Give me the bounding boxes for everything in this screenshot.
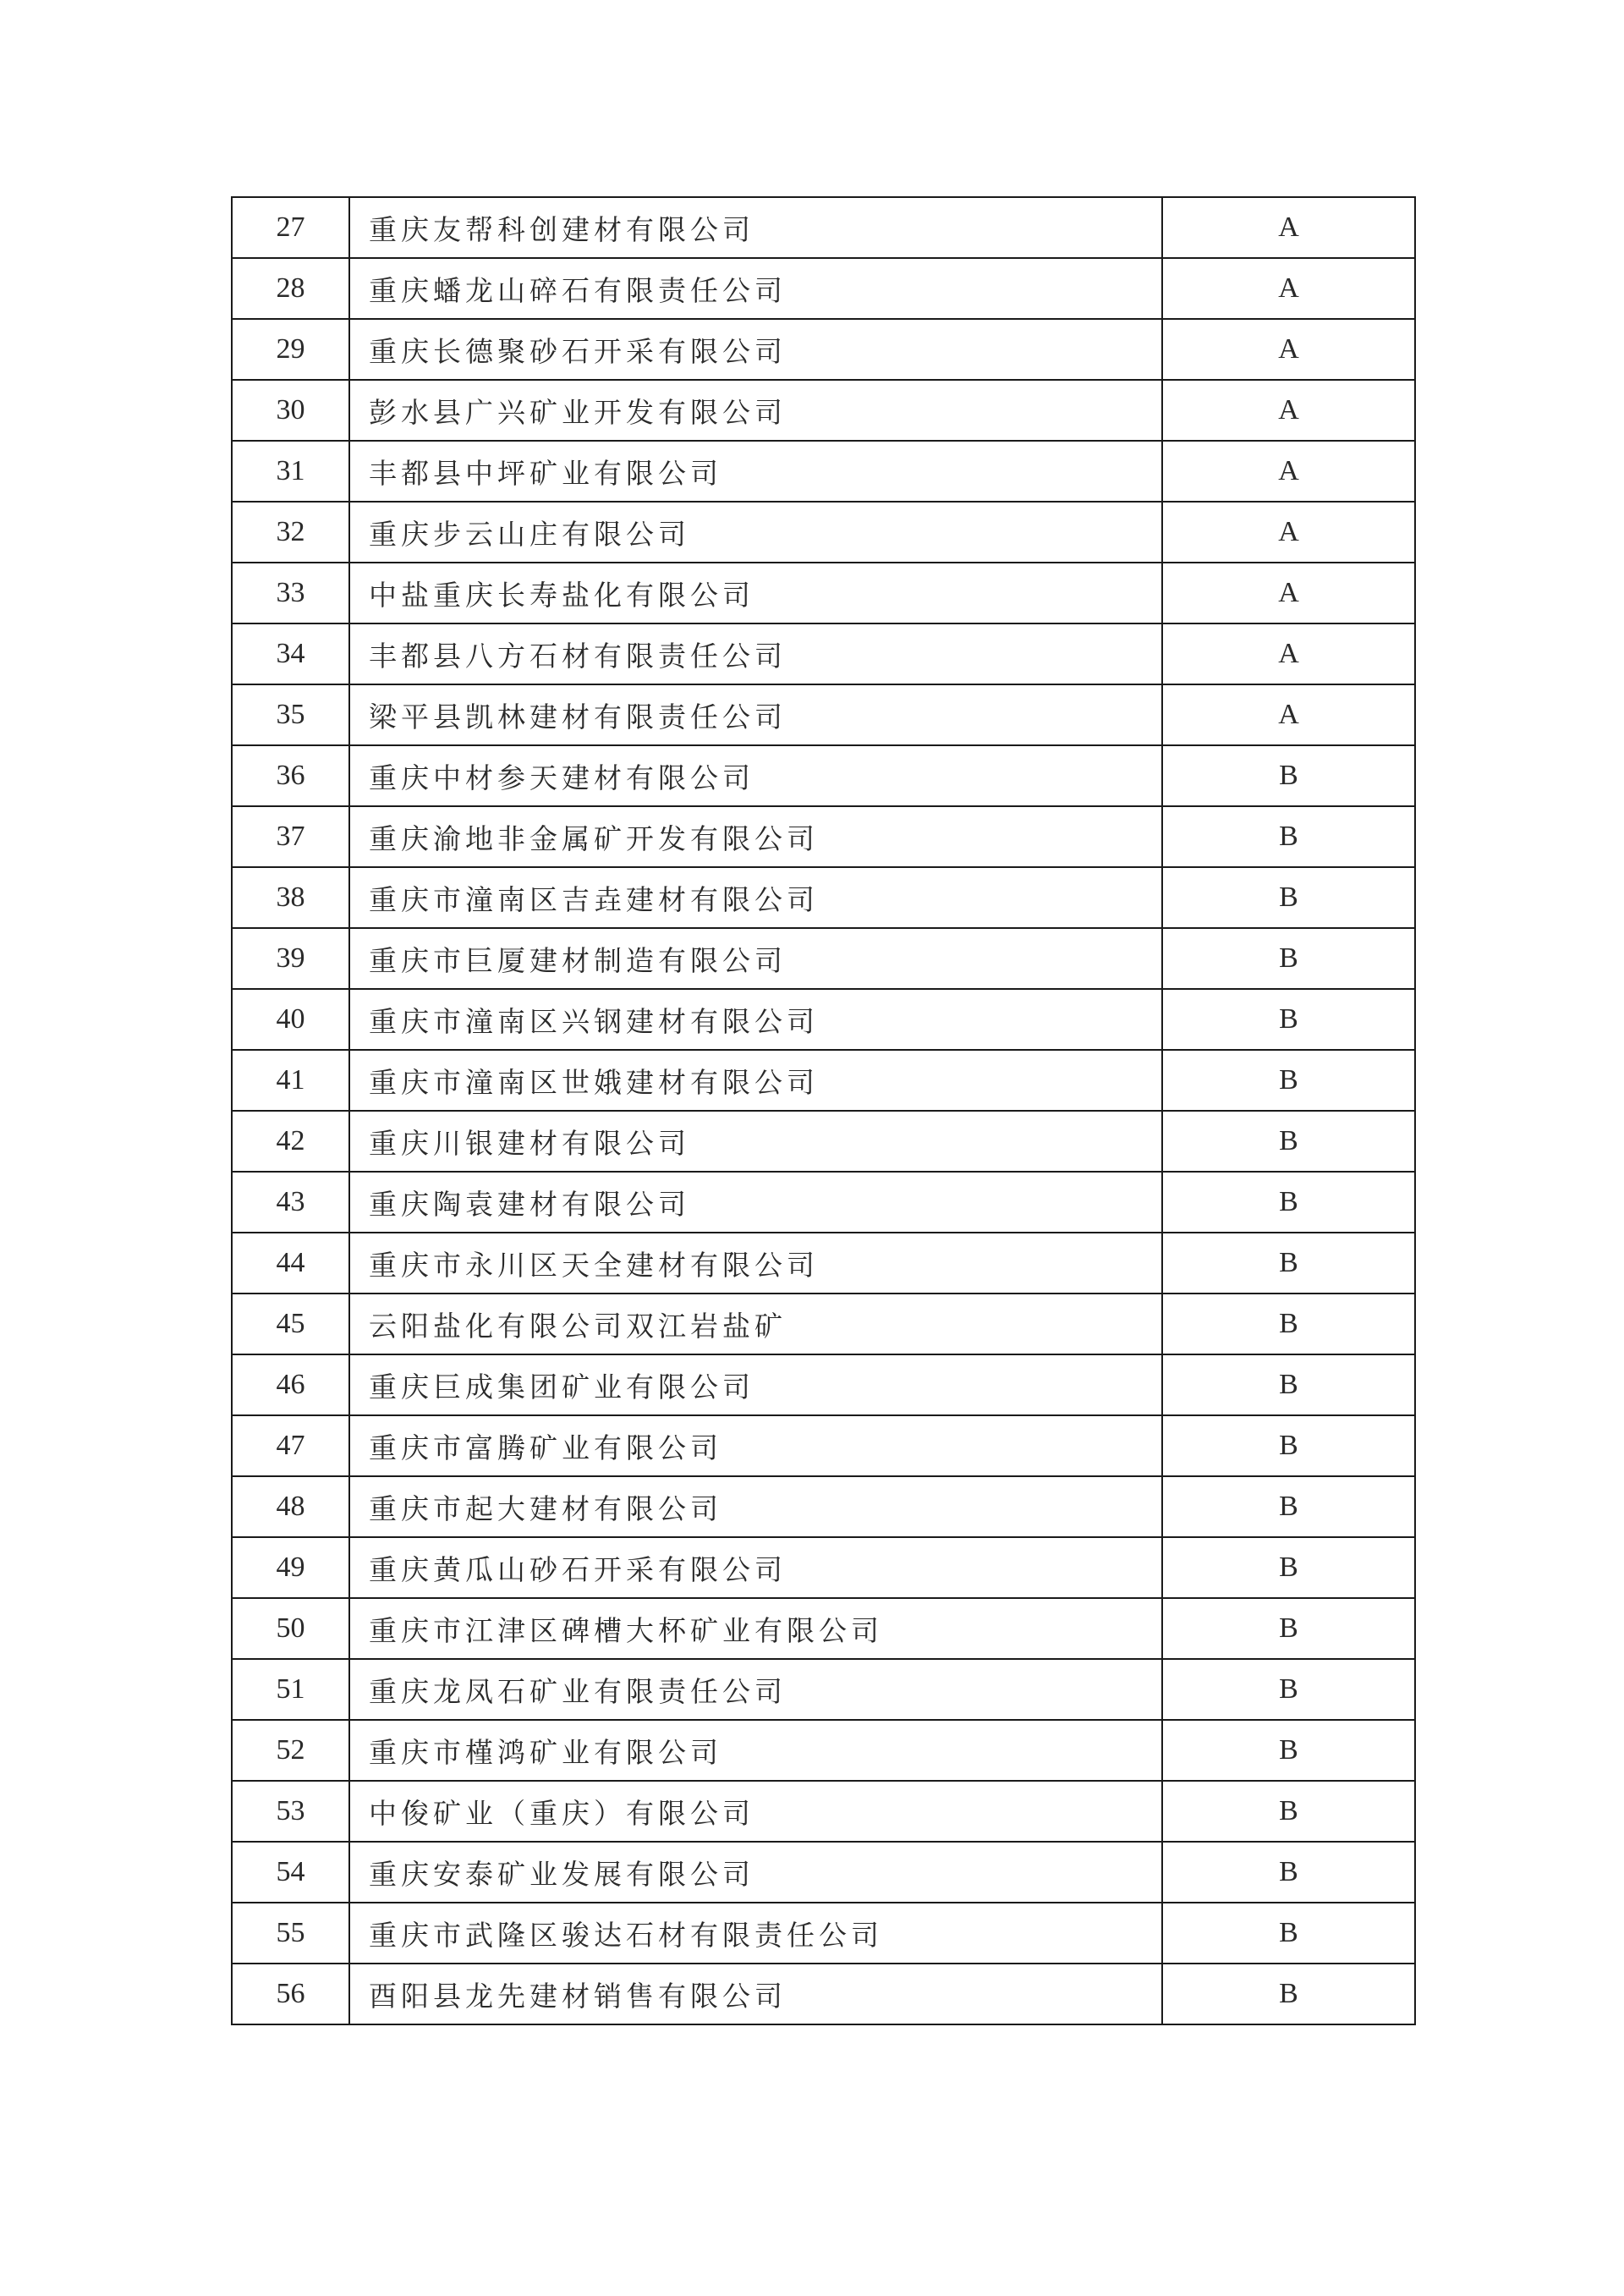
row-number: 31 [232, 441, 349, 502]
rating-grade: A [1162, 380, 1415, 441]
company-name: 重庆安泰矿业发展有限公司 [349, 1842, 1162, 1903]
rating-grade: B [1162, 1233, 1415, 1294]
row-number: 36 [232, 745, 349, 806]
row-number: 52 [232, 1720, 349, 1781]
rating-grade: B [1162, 1903, 1415, 1964]
row-number: 51 [232, 1659, 349, 1720]
company-name: 重庆中材参天建材有限公司 [349, 745, 1162, 806]
table-row [232, 1842, 1415, 1903]
company-name: 重庆友帮科创建材有限公司 [349, 197, 1162, 258]
company-name: 云阳盐化有限公司双江岩盐矿 [349, 1294, 1162, 1354]
table-row [232, 806, 1415, 867]
company-name: 重庆陶袁建材有限公司 [349, 1172, 1162, 1233]
table-row [232, 1294, 1415, 1354]
company-name: 重庆市武隆区骏达石材有限责任公司 [349, 1903, 1162, 1964]
rating-grade: B [1162, 867, 1415, 928]
table-row [232, 1598, 1415, 1659]
rating-grade: B [1162, 1659, 1415, 1720]
company-rating-table [231, 196, 1416, 2025]
row-number: 32 [232, 502, 349, 563]
rating-grade: B [1162, 1294, 1415, 1354]
table-row [232, 563, 1415, 623]
company-name: 酉阳县龙先建材销售有限公司 [349, 1964, 1162, 2024]
table-row [232, 502, 1415, 563]
company-name: 重庆川银建材有限公司 [349, 1111, 1162, 1172]
company-name: 重庆市槿鸿矿业有限公司 [349, 1720, 1162, 1781]
rating-grade: B [1162, 1720, 1415, 1781]
company-name: 重庆黄瓜山砂石开采有限公司 [349, 1537, 1162, 1598]
company-name: 中盐重庆长寿盐化有限公司 [349, 563, 1162, 623]
table-row [232, 1233, 1415, 1294]
table-row [232, 1172, 1415, 1233]
table-row [232, 319, 1415, 380]
table-row [232, 1476, 1415, 1537]
company-name: 重庆市富腾矿业有限公司 [349, 1415, 1162, 1476]
rating-grade: A [1162, 197, 1415, 258]
table-row [232, 1415, 1415, 1476]
row-number: 54 [232, 1842, 349, 1903]
table-row [232, 258, 1415, 319]
company-name: 重庆市永川区天全建材有限公司 [349, 1233, 1162, 1294]
row-number: 33 [232, 563, 349, 623]
rating-grade: B [1162, 928, 1415, 989]
rating-grade: B [1162, 1050, 1415, 1111]
row-number: 55 [232, 1903, 349, 1964]
table-row [232, 1964, 1415, 2024]
company-name: 重庆市潼南区兴钢建材有限公司 [349, 989, 1162, 1050]
row-number: 46 [232, 1354, 349, 1415]
row-number: 44 [232, 1233, 349, 1294]
row-number: 38 [232, 867, 349, 928]
rating-grade: A [1162, 563, 1415, 623]
table-row [232, 1050, 1415, 1111]
rating-grade: A [1162, 623, 1415, 684]
rating-grade: B [1162, 1964, 1415, 2024]
company-name: 彭水县广兴矿业开发有限公司 [349, 380, 1162, 441]
company-name: 重庆巨成集团矿业有限公司 [349, 1354, 1162, 1415]
row-number: 41 [232, 1050, 349, 1111]
table-row [232, 745, 1415, 806]
table-row [232, 1720, 1415, 1781]
rating-grade: B [1162, 1781, 1415, 1842]
row-number: 43 [232, 1172, 349, 1233]
rating-grade: A [1162, 319, 1415, 380]
table-row [232, 623, 1415, 684]
rating-grade: A [1162, 258, 1415, 319]
row-number: 27 [232, 197, 349, 258]
row-number: 56 [232, 1964, 349, 2024]
rating-grade: B [1162, 1476, 1415, 1537]
rating-grade: B [1162, 1354, 1415, 1415]
company-name: 重庆市潼南区吉垚建材有限公司 [349, 867, 1162, 928]
company-name: 梁平县凯林建材有限责任公司 [349, 684, 1162, 745]
table-body [232, 197, 1415, 2024]
table-row [232, 1781, 1415, 1842]
table-row [232, 1354, 1415, 1415]
rating-grade: B [1162, 1172, 1415, 1233]
company-name: 丰都县八方石材有限责任公司 [349, 623, 1162, 684]
row-number: 35 [232, 684, 349, 745]
company-name: 丰都县中坪矿业有限公司 [349, 441, 1162, 502]
company-name: 重庆市潼南区世娥建材有限公司 [349, 1050, 1162, 1111]
row-number: 47 [232, 1415, 349, 1476]
row-number: 48 [232, 1476, 349, 1537]
row-number: 42 [232, 1111, 349, 1172]
rating-grade: B [1162, 1537, 1415, 1598]
company-name: 重庆步云山庄有限公司 [349, 502, 1162, 563]
table-row [232, 1537, 1415, 1598]
rating-grade: B [1162, 745, 1415, 806]
row-number: 34 [232, 623, 349, 684]
rating-grade: B [1162, 806, 1415, 867]
rating-grade: B [1162, 1415, 1415, 1476]
table-row [232, 1111, 1415, 1172]
table-row [232, 989, 1415, 1050]
rating-grade: B [1162, 1111, 1415, 1172]
table-row [232, 684, 1415, 745]
row-number: 45 [232, 1294, 349, 1354]
row-number: 50 [232, 1598, 349, 1659]
company-name: 重庆长德聚砂石开采有限公司 [349, 319, 1162, 380]
row-number: 49 [232, 1537, 349, 1598]
company-name: 重庆蟠龙山碎石有限责任公司 [349, 258, 1162, 319]
rating-grade: B [1162, 1842, 1415, 1903]
row-number: 29 [232, 319, 349, 380]
row-number: 28 [232, 258, 349, 319]
table-row [232, 928, 1415, 989]
table-row [232, 380, 1415, 441]
rating-grade: B [1162, 1598, 1415, 1659]
table-row [232, 441, 1415, 502]
row-number: 40 [232, 989, 349, 1050]
row-number: 30 [232, 380, 349, 441]
table-row [232, 867, 1415, 928]
rating-grade: A [1162, 502, 1415, 563]
company-name: 重庆市巨厦建材制造有限公司 [349, 928, 1162, 989]
row-number: 39 [232, 928, 349, 989]
table-row [232, 1659, 1415, 1720]
rating-grade: A [1162, 441, 1415, 502]
company-name: 重庆渝地非金属矿开发有限公司 [349, 806, 1162, 867]
company-name: 中俊矿业（重庆）有限公司 [349, 1781, 1162, 1842]
company-name: 重庆龙凤石矿业有限责任公司 [349, 1659, 1162, 1720]
company-name: 重庆市起大建材有限公司 [349, 1476, 1162, 1537]
rating-grade: A [1162, 684, 1415, 745]
row-number: 53 [232, 1781, 349, 1842]
rating-grade: B [1162, 989, 1415, 1050]
table-row [232, 197, 1415, 258]
row-number: 37 [232, 806, 349, 867]
table-row [232, 1903, 1415, 1964]
company-name: 重庆市江津区碑槽大杯矿业有限公司 [349, 1598, 1162, 1659]
